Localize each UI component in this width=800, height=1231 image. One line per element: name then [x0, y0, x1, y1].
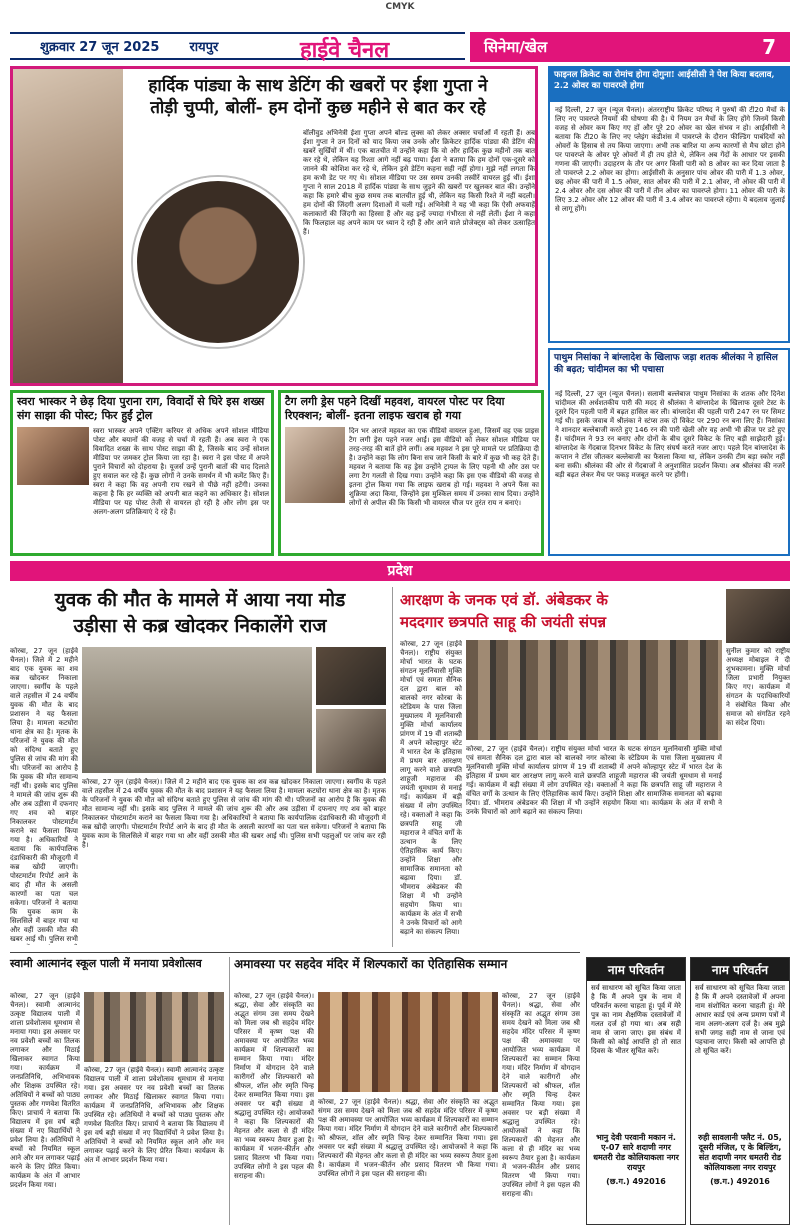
masthead	[0, 14, 800, 64]
temple-body-col-2: कोरबा, 27 जून (हाईवे चैनल)। श्रद्धा, सेवा और संस्कृति का अद्भुत संगम उस समय देखने को मिला जब श्री सहदेव मंदिर परिसर में कृष्ण पक्ष की अमावस्या पर आयोजित भव्य कार्यक्रम में शिल्पकारों का सम्मान किया गया। मंदिर निर्माण में योगदान देने वाले कारीगरों और शिल्पकारों को श्रीफल, शॉल और स्मृति चिन्ह देकर सम्मानित किया गया। इस अवसर पर बड़ी संख्या में श्रद्धालु उपस्थित रहे। आयोजकों ने कहा कि शिल्पकारों की मेहनत और कला से ही मंदिर का भव्य स्वरूप तैयार हुआ है। कार्यक्रम में भजन-कीर्तन और प्रसाद वितरण भी किया गया। उपस्थित लोगों ने इस पहल की सराहना की।	[318, 1098, 498, 1178]
mahvash-photo	[285, 427, 345, 503]
notice-1-body: सर्व साधारण को सूचित किया जाता है कि मैं अपने पुत्र के नाम में परिवर्तन करना चाहता हूं। पूर्व में मेरे पुत्र का नाम शैक्षणिक दस्तावेजों में गलत दर्ज हो गया था। अब सही नाम से जाना जाए। इस संबंध में किसी को कोई आपत्ति हो तो सात दिवस के भीतर सूचित करें।	[591, 984, 681, 1055]
ambedkar-body-col-2: कोरबा, 27 जून (हाईवे चैनल)। राष्ट्रीय संयुक्त मोर्चा भारत के घटक संगठन मूलनिवासी मुक्ति मोर्चा एवं समता सैनिक दल द्वारा बाल को बालको नगर कोरबा के स्टेडियम के पास जिला मुख्यालय में मूलनिवासी मुक्ति मोर्चा कार्यालय प्रांगण में 19 वीं शताब्दी में अपने कोल्हापुर स्टेट में भारत देश के इतिहास में प्रथम बार आरक्षण लागू करने वाले छत्रपति शाहूजी महाराज की जयंती धूमधाम से मनाई गई। कार्यक्रम में बड़ी संख्या में लोग उपस्थित रहे। वक्ताओं ने कहा कि छत्रपति साहू जी महाराज ने वंचित वर्गों के उत्थान के लिए ऐतिहासिक कार्य किए। उन्होंने शिक्षा और सामाजिक समानता को बढ़ावा दिया। डॉ. भीमराव अंबेडकर की शिक्षा में भी उन्होंने सहयोग किया था। कार्यक्रम के अंत में सभी ने उनके विचारों को आगे बढ़ाने का संकल्प लिया।	[466, 745, 722, 816]
school-body-col-1: कोरबा, 27 जून (हाईवे चैनल)। स्वामी आत्मानंद उत्कृष्ट विद्यालय पाली में शाला प्रवेशोत्सव धूमधाम से मनाया गया। इस अवसर पर नव प्रवेशी बच्चों का तिलक लगाकर और मिठाई खिलाकर स्वागत किया गया। कार्यक्रम में जनप्रतिनिधि, अभिभावक और शिक्षक उपस्थित रहे। अतिथियों ने बच्चों को पाठ्य पुस्तक और गणवेश वितरित किए। प्राचार्य ने बताया कि विद्यालय में इस वर्ष बड़ी संख्या में नए विद्यार्थियों ने प्रवेश लिया है। अतिथियों ने बच्चों को नियमित स्कूल आने और मन लगाकर पढ़ाई करने के लिए प्रेरित किया। कार्यक्रम के अंत में आभार प्रदर्शन किया गया।	[10, 992, 80, 1189]
school-event-photo	[84, 992, 224, 1062]
notice-2-body: सर्व साधारण को सूचित किया जाता है कि मैं अपने दस्तावेजों में अपना नाम संशोधित करना चाहती हूं। मेरे आधार कार्ड एवं अन्य प्रमाण पत्रों में नाम अलग-अलग दर्ज है। अब मुझे सभी जगह सही नाम से जाना एवं पहचाना जाए। किसी को आपत्ति हो तो सूचित करें।	[695, 984, 785, 1055]
cricketer-portrait	[133, 177, 303, 347]
swara-photo	[17, 427, 89, 485]
icc-powerplay-story	[548, 66, 790, 343]
section-name: सिनेमा/खेल	[484, 38, 548, 56]
column-divider-2	[229, 957, 230, 1225]
ambedkar-sidebar: सुनील कुमार को राष्ट्रीय अध्यक्ष मोबाइल ने दी शुभकामना। मुक्ति मोर्चा जिला प्रभारी नियुक्त किए गए। कार्यक्रम में संगठन के पदाधिकारियों ने संबोधित किया और समाज को संगठित रहने का संदेश दिया।	[726, 647, 790, 727]
notice-1-title: नाम परिवर्तन	[587, 958, 685, 981]
pradesh-section-band: प्रदेश	[10, 561, 790, 581]
ambedkar-event-photo	[466, 640, 722, 740]
youth-victim-photo	[316, 647, 386, 705]
column-divider	[392, 587, 393, 947]
newspaper-logo: हाईवे चैनल	[300, 37, 390, 63]
nissanka-story	[548, 348, 790, 556]
youth-body-col-1: कोरबा, 27 जून (हाईवे चैनल)। जिले में 2 महीने बाद एक युवक का शव कब्र खोदकर निकाला जाएगा। स्वर्गीय के पहले वाले तहसील में 24 वर्षीय युवक की मौत के बाद प्रशासन ने यह फैसला लिया है। मामला कटघोरा थाना क्षेत्र का है। मृतक के परिजनों ने युवक की मौत को संदिग्ध बताते हुए पुलिस से जांच की मांग की थी। परिजनों का आरोप है कि युवक की मौत सामान्य नहीं थी। इसके बाद पुलिस ने मामले की जांच शुरू की और अब उड़ीसा में दफनाए गए शव को बाहर निकालकर पोस्टमार्टम कराने का फैसला किया गया है। अधिकारियों ने बताया कि कार्यपालिक दंडाधिकारी की मौजूदगी में कब्र खोदी जाएगी। पोस्टमार्टम रिपोर्ट आने के बाद ही मौत के असली कारणों का पता चल सकेगा। परिजनों ने बताया कि युवक काम के सिलसिले में बाहर गया था और वहीं उसकी मौत की खबर आई थी। पुलिस सभी	[10, 647, 78, 943]
mahvash-story-box	[278, 390, 544, 556]
lead-body: बॉलीवुड अभिनेत्री ईशा गुप्ता अपने बोल्ड लुक्स को लेकर अक्सर चर्चाओं में रहती हैं। अब ईशा गुप्ता ने उन दिनों को याद किया जब उनके और क्रिकेटर हार्दिक पांड्या की डेटिंग की खबरें सुर्खियों में थीं। एक बातचीत में उन्होंने कहा कि वो और हार्दिक कुछ महीनों तक बात कर रहे थे, लेकिन यह रिश्ता आगे नहीं बढ़ पाया। ईशा ने बताया कि हम दोनों एक-दूसरे को जानने की कोशिश कर रहे थे, लेकिन इसे डेटिंग कहना सही नहीं होगा। मुझे नहीं लगता कि हम कभी डेट पर गए थे। सोशल मीडिया पर उस समय उनकी तस्वीरें वायरल हुई थीं। ईशा गुप्ता ने साल 2018 में हार्दिक पांड्या के साथ जुड़ने की खबरों पर खुलकर बात की। उन्होंने कहा कि हमारे बीच कुछ समय तक बातचीत हुई थी, लेकिन यह किसी रिश्ते में नहीं बदली। हम दोनों की जिंदगी अलग दिशाओं में चली गई। अभिनेत्री ने यह भी कहा कि ऐसी अफवाहें कलाकारों की जिंदगी का हिस्सा हैं और वह इन्हें ज्यादा गंभीरता से नहीं लेतीं। ईशा ने कहा कि फिलहाल वह अपने काम पर ध्यान दे रही हैं और आने वाले प्रोजेक्ट्स को लेकर उत्साहित हैं।	[303, 129, 535, 236]
mahvash-body: दिन भर आरजे महवश का एक वीडियो वायरल हुआ, जिसमें वह एक प्राइस टैग लगी ड्रेस पहने नजर आईं। इस वीडियो को लेकर सोशल मीडिया पर तरह-तरह की बातें होने लगीं। अब महवश ने इस पूरे मामले पर प्रतिक्रिया दी है। उन्होंने कहा कि लोग बिना सच जाने किसी के बारे में कुछ भी कह देते हैं। महवश ने बताया कि वह ड्रेस उन्होंने ट्रायल के लिए पहनी थी और उस पर लगा टैग गलती से दिख गया। उन्होंने कहा कि इस एक वीडियो की वजह से इतना ट्रोल किया गया कि लाइफ खराब हो गई। महवश ने अपने फैंस का शुक्रिया अदा किया, जिन्होंने इस मुश्किल समय में उनका साथ दिया। उन्होंने लोगों से अपील की कि किसी भी वायरल चीज पर तुरंत राय न बनाएं।	[349, 427, 539, 507]
lead-story-box	[10, 66, 538, 386]
youth-body-col-2: कोरबा, 27 जून (हाईवे चैनल)। जिले में 2 महीने बाद एक युवक का शव कब्र खोदकर निकाला जाएगा। स्वर्गीय के पहले वाले तहसील में 24 वर्षीय युवक की मौत के बाद प्रशासन ने यह फैसला लिया है। मामला कटघोरा थाना क्षेत्र का है। मृतक के परिजनों ने युवक की मौत को संदिग्ध बताते हुए पुलिस से जांच की मांग की थी। परिजनों का आरोप है कि युवक की मौत सामान्य नहीं थी। इसके बाद पुलिस ने मामले की जांच शुरू की और अब उड़ीसा में दफनाए गए शव को बाहर निकालकर पोस्टमार्टम कराने का फैसला किया गया है। अधिकारियों ने बताया कि कार्यपालिक दंडाधिकारी की मौजूदगी में कब्र खोदी जाएगी। पोस्टमार्टम रिपोर्ट आने के बाद ही मौत के असली कारणों का पता चल सकेगा। परिजनों ने बताया कि युवक काम के सिलसिले में बाहर गया था और वहीं उसकी मौत की खबर आई थी। पुलिस सभी पहलुओं पर जांच कर रही है।	[82, 778, 386, 849]
youth-headline-line-1: युवक की मौत के मामले में आया नया मोड	[54, 589, 346, 611]
lead-headline-line-1: हार्दिक पांड्या के साथ डेटिंग की खबरों पर ईशा गुप्ता ने	[148, 76, 488, 96]
ambedkar-headline-line-2: मददगार छत्रपति साहू की जयंती संपन्न	[400, 613, 607, 631]
swara-body: स्वरा भास्कर अपने एक्टिंग करियर से अधिक अपने सोशल मीडिया पोस्ट और बयानों की वजह से चर्चा में रहती हैं। अब स्वरा ने एक विवादित शख्स के साथ पोस्ट साझा की है, जिसके बाद उन्हें सोशल मीडिया पर जमकर ट्रोल किया जा रहा है। स्वरा ने इस पोस्ट में अपने पुराने विचारों को दोहराया है। यूजर्स उन्हें पुरानी बातों की याद दिलाते हुए सवाल कर रहे हैं। कुछ लोगों ने उनके समर्थन में भी कमेंट किए हैं। स्वरा ने कहा कि वह अपनी राय रखने से पीछे नहीं हटेंगी। उनका कहना है कि हर व्यक्ति को अपनी बात कहने का अधिकार है। सोशल मीडिया पर यह पोस्ट तेजी से वायरल हो रही है और लोग इस पर अलग-अलग प्रतिक्रियाएं दे रहे हैं।	[93, 427, 269, 516]
temple-headline: अमावस्या पर सहदेव मंदिर में शिल्पकारों का ऐतिहासिक सम्मान	[234, 957, 508, 971]
youth-headline	[10, 587, 390, 639]
name-change-notice-1	[586, 957, 686, 1225]
icc-headline: फाइनल क्रिकेट का रोमांच होगा दोगुना! आईसीसी ने पेश किया बदलाव, 2.2 ओवर का पावरप्ले होगा	[554, 70, 775, 91]
print-marks: CMYK	[385, 2, 415, 12]
nissanka-body: नई दिल्ली, 27 जून (न्यूज चैनल)। सलामी बल्लेबाज पाथुम निसांका के शतक और दिनेश चांदीमल की अर्धशतकीय पारी की मदद से श्रीलंका ने बांग्लादेश के खिलाफ दूसरे टेस्ट के दूसरे दिन पहली पारी में बढ़त हासिल कर ली। बांग्लादेश की पहली पारी 247 रन पर सिमट गई थी। इसके जवाब में श्रीलंका ने स्टंप्स तक दो विकेट पर 290 रन बना लिए हैं। निसांका ने शानदार बल्लेबाजी करते हुए 146 रन की पारी खेली और वह अभी भी क्रीज पर डटे हुए हैं। चांदीमल ने 93 रन बनाए और दोनों के बीच दूसरे विकेट के लिए बड़ी साझेदारी हुई। बांग्लादेश के गेंदबाज दिनभर विकेट के लिए संघर्ष करते नजर आए। पहले दिन बांग्लादेश के कप्तान ने टॉस जीतकर बल्लेबाजी का फैसला किया था, लेकिन उनकी टीम बड़ा स्कोर नहीं बना सकी। श्रीलंका की ओर से गेंदबाजों ने अनुशासित प्रदर्शन किया। अब श्रीलंका की नजरें बड़ी बढ़त लेकर मैच पर पकड़ मजबूत करने पर होंगी।	[555, 390, 785, 479]
notice-2-signature: रुही सावलानी फ्लैट नं. 05, दूसरी मंजिल, ए के बिल्डिंग, संत शदाणी नगर धमतरी रोड कोलियाकला नगर रायपुर	[698, 1133, 782, 1172]
name-change-notice-2	[690, 957, 790, 1225]
temple-body-col-1: कोरबा, 27 जून (हाईवे चैनल)। श्रद्धा, सेवा और संस्कृति का अद्भुत संगम उस समय देखने को मिला जब श्री सहदेव मंदिर परिसर में कृष्ण पक्ष की अमावस्या पर आयोजित भव्य कार्यक्रम में शिल्पकारों का सम्मान किया गया। मंदिर निर्माण में योगदान देने वाले कारीगरों और शिल्पकारों को श्रीफल, शॉल और स्मृति चिन्ह देकर सम्मानित किया गया। इस अवसर पर बड़ी संख्या में श्रद्धालु उपस्थित रहे। आयोजकों ने कहा कि शिल्पकारों की मेहनत और कला से ही मंदिर का भव्य स्वरूप तैयार हुआ है। कार्यक्रम में भजन-कीर्तन और प्रसाद वितरण भी किया गया। उपस्थित लोगों ने इस पहल की सराहना की।	[234, 992, 314, 1180]
notice-1-signature: भानु देवी परवानी मकान नं. ए-07 सारे शदाणी नगर धमतरी रोड कोलियाकला नगर रायपुर	[593, 1133, 679, 1172]
notice-2-code: (छ.ग.) 492016	[710, 1177, 770, 1186]
lead-headline-line-2: तोड़ी चुप्पी, बोलीं- हम दोनों कुछ महीने से बात कर रहे	[150, 98, 486, 118]
section-banner	[470, 32, 790, 62]
temple-event-photo	[318, 992, 498, 1092]
issue-date: शुक्रवार 27 जून 2025	[40, 40, 160, 55]
swara-story-box	[10, 390, 274, 556]
lead-headline	[103, 75, 533, 119]
ambedkar-body-col-1: कोरबा, 27 जून (हाईवे चैनल)। राष्ट्रीय संयुक्त मोर्चा भारत के घटक संगठन मूलनिवासी मुक्ति मोर्चा एवं समता सैनिक दल द्वारा बाल को बालको नगर कोरबा के स्टेडियम के पास जिला मुख्यालय में मूलनिवासी मुक्ति मोर्चा कार्यालय प्रांगण में 19 वीं शताब्दी में अपने कोल्हापुर स्टेट में भारत देश के इतिहास में प्रथम बार आरक्षण लागू करने वाले छत्रपति शाहूजी महाराज की जयंती धूमधाम से मनाई गई। कार्यक्रम में बड़ी संख्या में लोग उपस्थित रहे। वक्ताओं ने कहा कि छत्रपति साहू जी महाराज ने वंचित वर्गों के उत्थान के लिए ऐतिहासिक कार्य किए। उन्होंने शिक्षा और सामाजिक समानता को बढ़ावा दिया। डॉ. भीमराव अंबेडकर की शिक्षा में भी उन्होंने सहयोग किया था। कार्यक्रम के अंत में सभी ने उनके विचारों को आगे बढ़ाने का संकल्प लिया।	[400, 640, 462, 936]
edition-city: रायपुर	[189, 40, 219, 55]
school-headline: स्वामी आत्मानंद स्कूल पाली में मनाया प्रवेशोत्सव	[10, 957, 202, 970]
youth-photo-field	[82, 647, 312, 773]
horizontal-rule	[10, 952, 580, 953]
activist-photo	[726, 589, 790, 643]
ambedkar-headline-line-1: आरक्षण के जनक एवं डॉ. अंबेडकर के	[400, 591, 608, 609]
icc-body: नई दिल्ली, 27 जून (न्यूज चैनल)। अंतरराष्ट्रीय क्रिकेट परिषद ने पुरुषों की टी20 मैचों के लिए नए पावरप्ले नियमों की घोषणा की है। ये नियम उन मैचों के लिए होंगे जिनमें किसी वजह से ओवर कम किए गए हों और पूरे 20 ओवर का खेल संभव न हो। आईसीसी ने बताया कि टी20 के लिए नए प्लेइंग कंडीशंस में पावरप्ले के दौरान फील्डिंग पाबंदियों को ओवरों के हिसाब से तय किया जाएगा। अभी तक बारिश या अन्य कारणों से मैच छोटा होने पर पावरप्ले के ओवर पूरे ओवरों में ही तय होते थे, लेकिन अब गेंदों के आधार पर इसकी गणना की जाएगी। उदाहरण के तौर पर अगर किसी पारी को 8 ओवर का कर दिया जाता है तो पावरप्ले 2.2 ओवर का होगा। आईसीसी के अनुसार पांच ओवर की पारी में 1.3 ओवर, छह ओवर की पारी में 1.5 ओवर, सात ओवर की पारी में 2.1 ओवर, नौ ओवर की पारी में 2.4 ओवर और दस ओवर की पारी में तीन ओवर का पावरप्ले होगा। 11 ओवर की पारी के लिए 3.2 ओवर और 12 ओवर की पारी में 3.4 ओवर का पावरप्ले रहेगा। ये बदलाव जुलाई से लागू होंगे।	[555, 106, 785, 213]
youth-relative-photo	[316, 709, 386, 773]
nissanka-headline: पाथुम निसांका ने बांग्लादेश के खिलाफ जड़ा शतक श्रीलंका ने हासिल की बढ़त; चांदीमल का भी पचासा	[554, 353, 778, 375]
ambedkar-headline	[400, 589, 720, 633]
school-body-col-2: कोरबा, 27 जून (हाईवे चैनल)। स्वामी आत्मानंद उत्कृष्ट विद्यालय पाली में शाला प्रवेशोत्सव धूमधाम से मनाया गया। इस अवसर पर नव प्रवेशी बच्चों का तिलक लगाकर और मिठाई खिलाकर स्वागत किया गया। कार्यक्रम में जनप्रतिनिधि, अभिभावक और शिक्षक उपस्थित रहे। अतिथियों ने बच्चों को पाठ्य पुस्तक और गणवेश वितरित किए। प्राचार्य ने बताया कि विद्यालय में इस वर्ष बड़ी संख्या में नए विद्यार्थियों ने प्रवेश लिया है। अतिथियों ने बच्चों को नियमित स्कूल आने और मन लगाकर पढ़ाई करने के लिए प्रेरित किया। कार्यक्रम के अंत में आभार प्रदर्शन किया गया।	[84, 1066, 224, 1164]
page-number: 7	[762, 35, 776, 59]
masthead-left-bar	[10, 32, 465, 60]
actress-photo	[13, 69, 123, 383]
temple-body-col-3: कोरबा, 27 जून (हाईवे चैनल)। श्रद्धा, सेवा और संस्कृति का अद्भुत संगम उस समय देखने को मिला जब श्री सहदेव मंदिर परिसर में कृष्ण पक्ष की अमावस्या पर आयोजित भव्य कार्यक्रम में शिल्पकारों का सम्मान किया गया। मंदिर निर्माण में योगदान देने वाले कारीगरों और शिल्पकारों को श्रीफल, शॉल और स्मृति चिन्ह देकर सम्मानित किया गया। इस अवसर पर बड़ी संख्या में श्रद्धालु उपस्थित रहे। आयोजकों ने कहा कि शिल्पकारों की मेहनत और कला से ही मंदिर का भव्य स्वरूप तैयार हुआ है। कार्यक्रम में भजन-कीर्तन और प्रसाद वितरण भी किया गया। उपस्थित लोगों ने इस पहल की सराहना की।	[502, 992, 580, 1198]
mahvash-headline: टैग लगी ड्रेस पहने दिखीं महवश, वायरल पोस्ट पर दिया रिएक्शन; बोलीं- इतना लाइफ खराब हो गया	[285, 395, 505, 422]
notice-1-code: (छ.ग.) 492016	[606, 1177, 666, 1186]
youth-headline-line-2: उड़ीसा से कब्र खोदकर निकालेंगे राज	[73, 615, 327, 637]
notice-2-title: नाम परिवर्तन	[691, 958, 789, 981]
swara-headline: स्वरा भास्कर ने छेड़ दिया पुराना राग, विवादों से घिरे इस शख्स संग साझा की पोस्ट; फिर हुईं ट्रोल	[17, 395, 265, 422]
